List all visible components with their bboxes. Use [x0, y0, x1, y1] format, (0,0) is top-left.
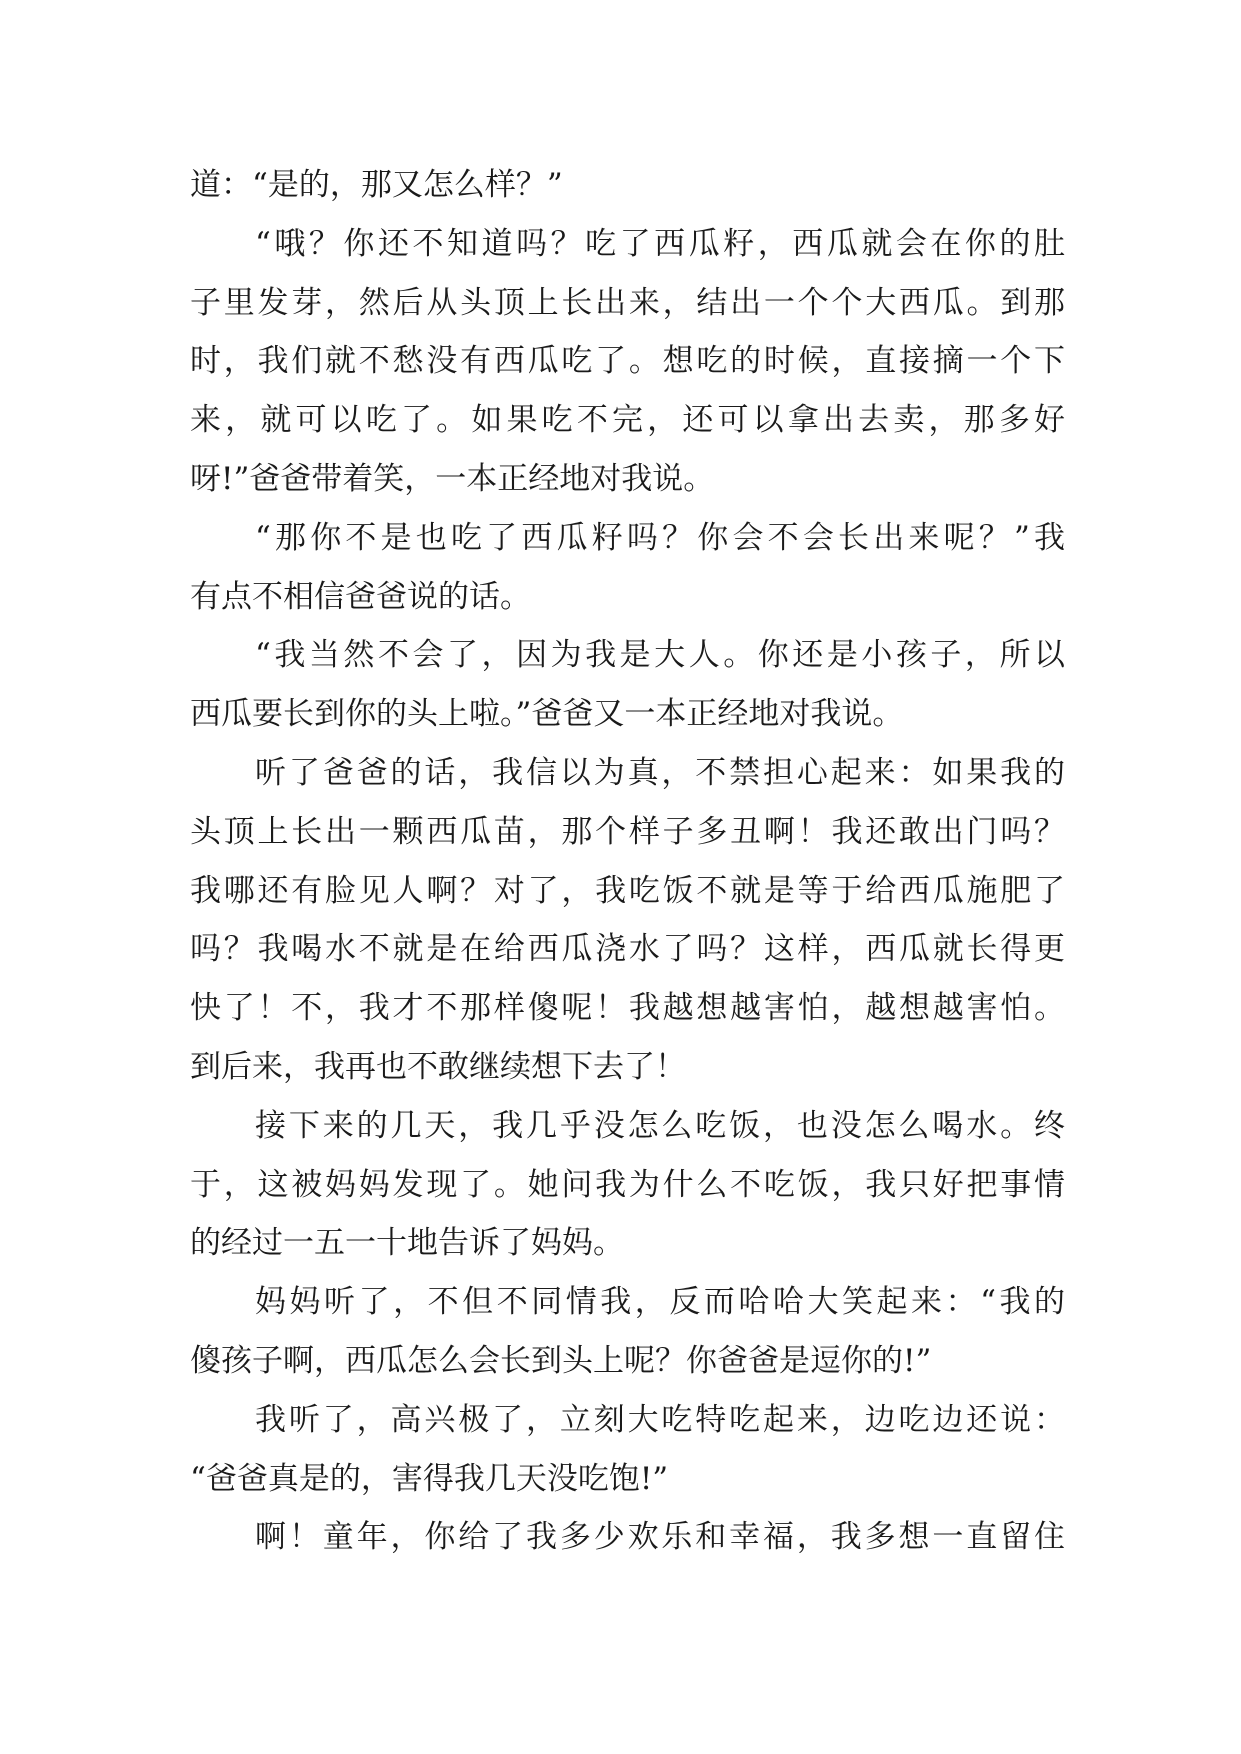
text-line: 我听了，高兴极了，立刻大吃特吃起来，边吃边还说： — [255, 1401, 1065, 1438]
text-line: 啊！童年，你给了我多少欢乐和幸福，我多想一直留住 — [255, 1519, 1065, 1556]
text-line: 到后来，我再也不敢继续想下去了！ — [190, 1048, 686, 1085]
text-line: 吗？我喝水不就是在给西瓜浇水了吗？这样，西瓜就长得更 — [190, 931, 1065, 968]
text-line: 子里发芽，然后从头顶上长出来，结出一个个大西瓜。到那 — [190, 284, 1065, 321]
text-line: “那你不是也吃了西瓜籽吗？你会不会长出来呢？”我 — [255, 519, 1065, 556]
text-line: 道：“是的，那又怎么样？” — [190, 167, 563, 203]
text-line: 时，我们就不愁没有西瓜吃了。想吃的时候，直接摘一个下 — [190, 343, 1065, 380]
text-line: “我当然不会了，因为我是大人。你还是小孩子，所以 — [255, 637, 1065, 674]
document-body — [190, 156, 1065, 1567]
text-line: 接下来的几天，我几乎没怎么吃饭，也没怎么喝水。终 — [255, 1107, 1065, 1144]
text-line: 妈妈听了，不但不同情我，反而哈哈大笑起来：“我的 — [255, 1284, 1065, 1321]
text-line: 于，这被妈妈发现了。她问我为什么不吃饭，我只好把事情 — [190, 1166, 1065, 1203]
text-line: 听了爸爸的话，我信以为真，不禁担心起来：如果我的 — [255, 754, 1065, 791]
text-line: 西瓜要长到你的头上啦。”爸爸又一本正经地对我说。 — [190, 696, 904, 733]
text-line: 呀!”爸爸带着笑，一本正经地对我说。 — [190, 460, 715, 497]
text-line: 傻孩子啊，西瓜怎么会长到头上呢？你爸爸是逗你的!” — [190, 1342, 932, 1379]
text-line: 快了！不，我才不那样傻呢！我越想越害怕，越想越害怕。 — [190, 990, 1065, 1027]
text-line: 有点不相信爸爸说的话。 — [190, 578, 531, 615]
text-line: 的经过一五一十地告诉了妈妈。 — [190, 1225, 624, 1262]
text-line: 来，就可以吃了。如果吃不完，还可以拿出去卖，那多好 — [190, 402, 1065, 439]
text-line: 头顶上长出一颗西瓜苗，那个样子多丑啊！我还敢出门吗？ — [190, 813, 1065, 850]
text-line: “哦？你还不知道吗？吃了西瓜籽，西瓜就会在你的肚 — [255, 225, 1065, 262]
text-line: “爸爸真是的，害得我几天没吃饱!” — [190, 1460, 669, 1497]
text-line: 我哪还有脸见人啊？对了，我吃饭不就是等于给西瓜施肥了 — [190, 872, 1065, 909]
